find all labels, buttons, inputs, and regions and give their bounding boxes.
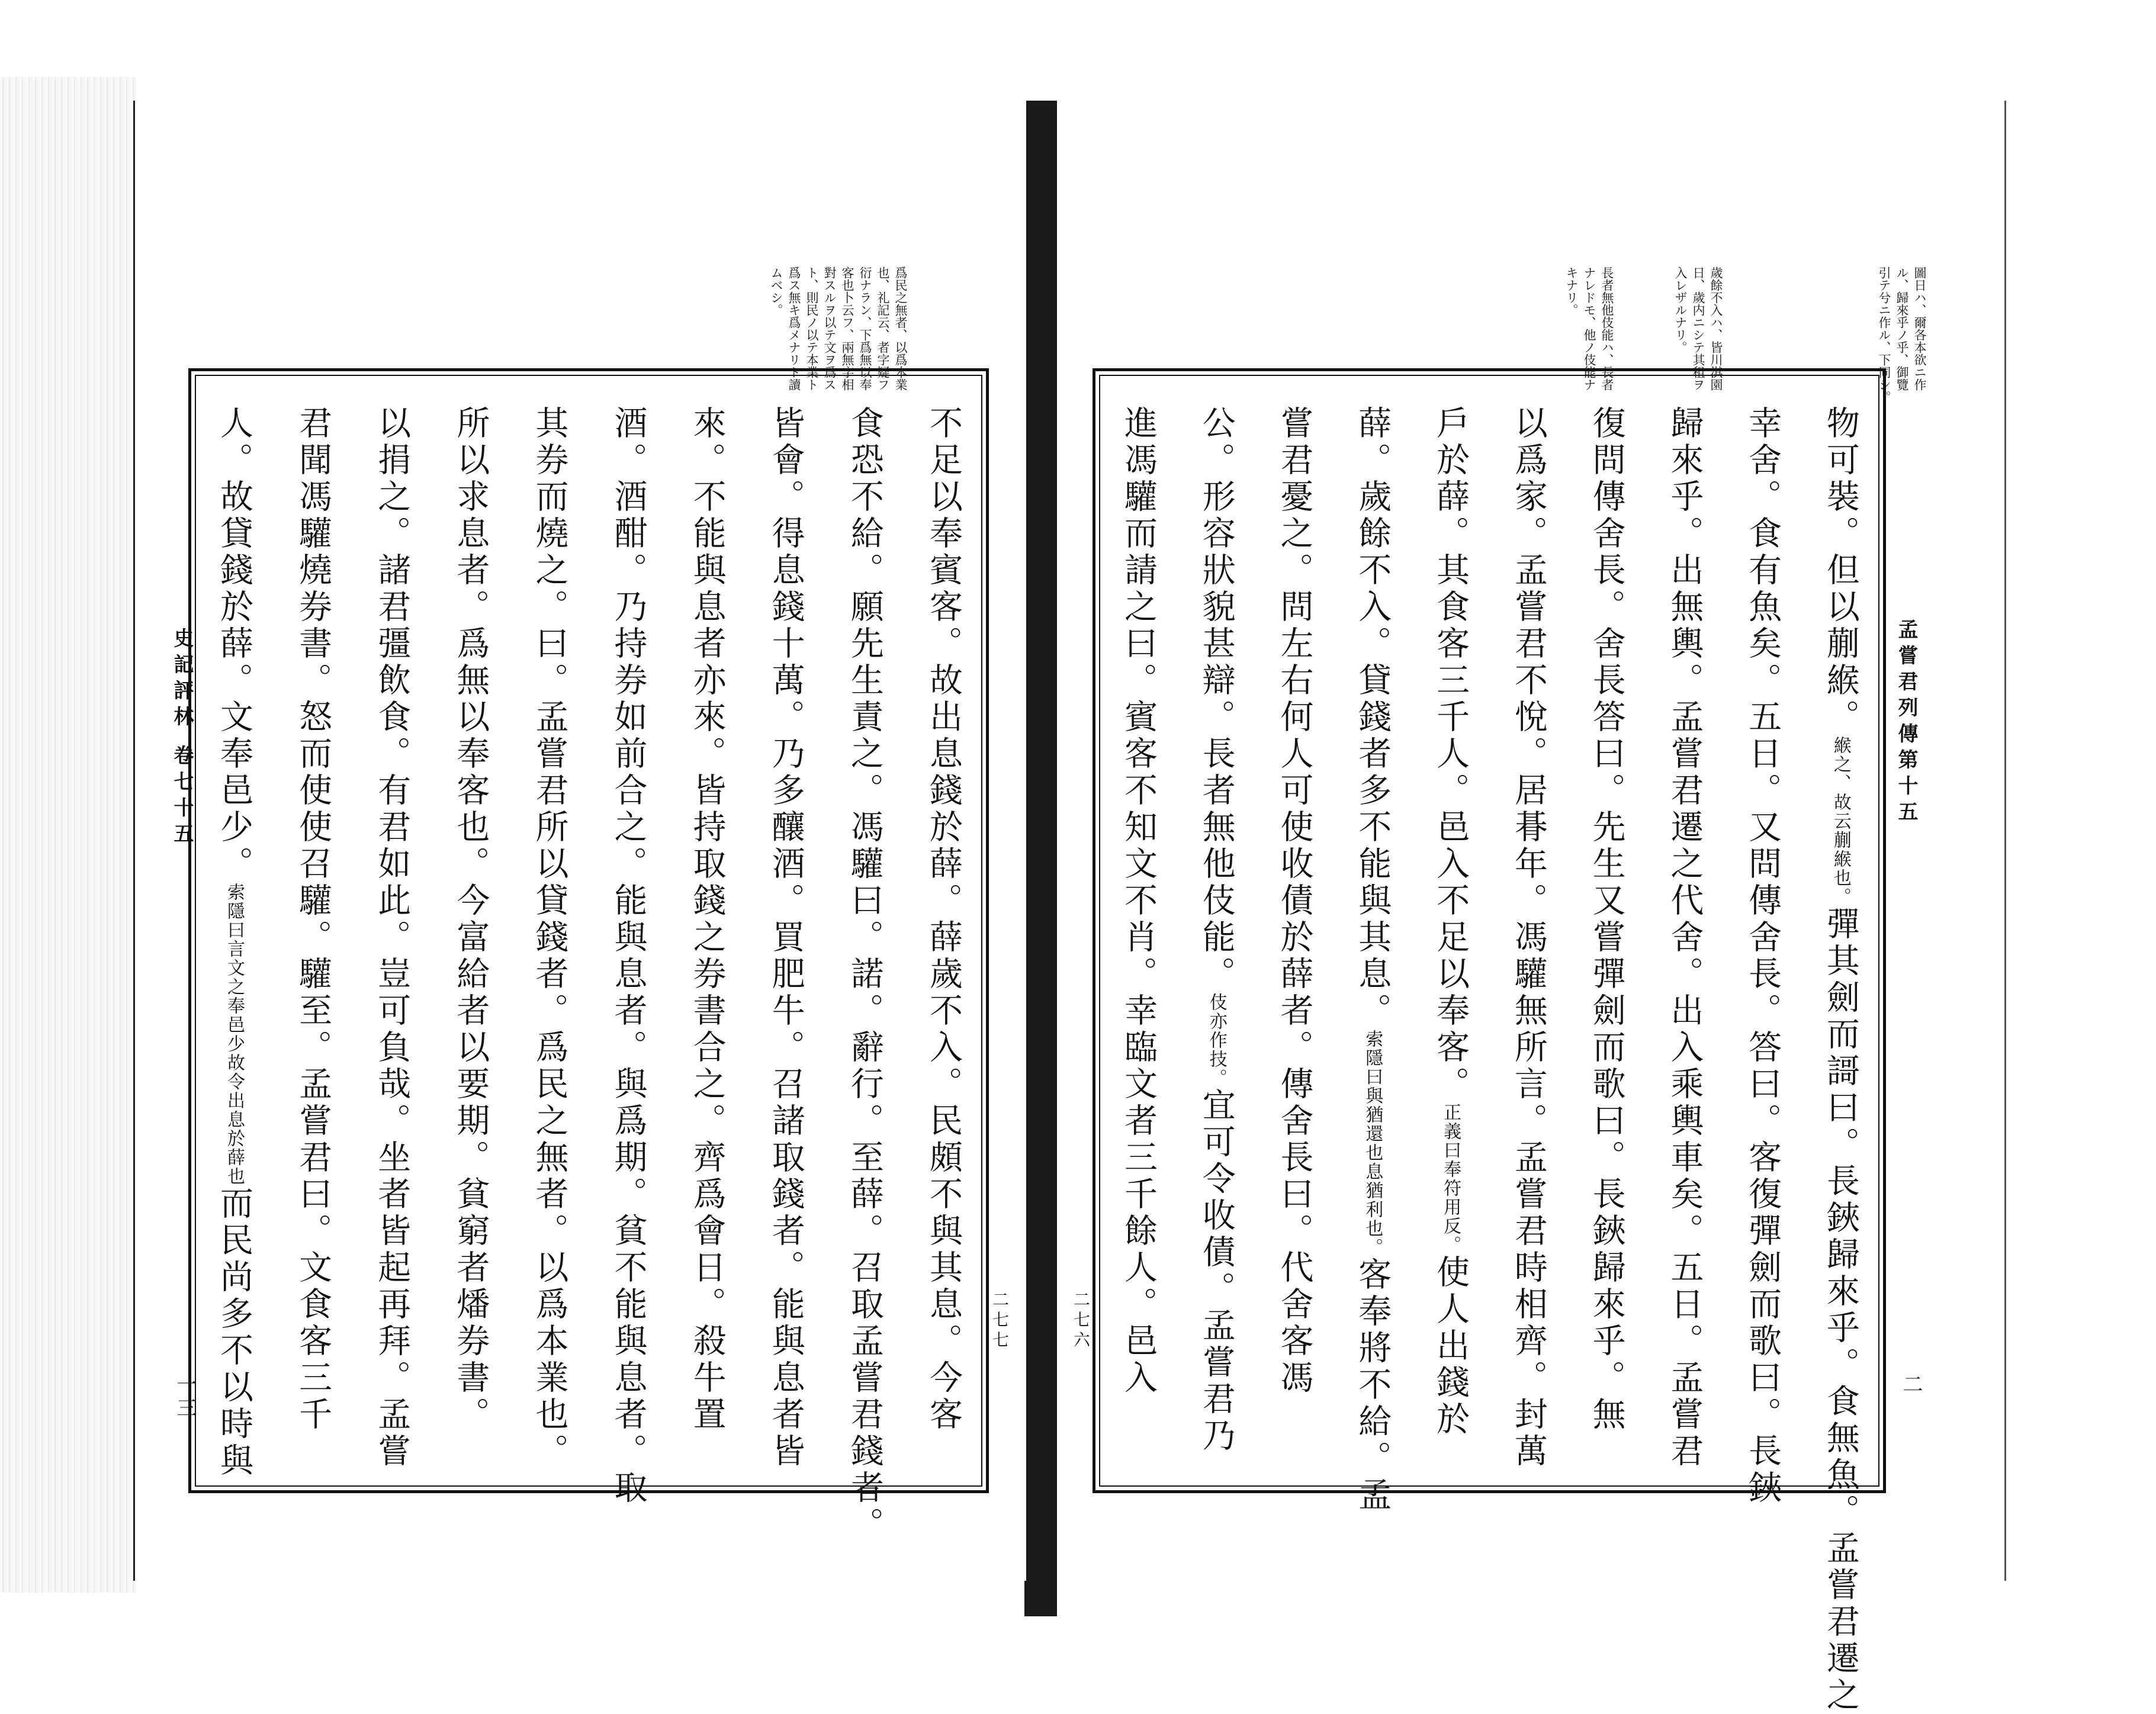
text-column — [1733, 406, 1792, 1507]
commentary-note: 伎亦作技。 — [1206, 993, 1227, 1088]
text-column — [1499, 406, 1558, 1470]
main-text: 進馮驩而請之曰。賓客不知文不肖。幸臨文者三千餘人。邑入 — [1119, 406, 1158, 1397]
text-column — [1577, 406, 1636, 1433]
folio-number: 二七六 — [1071, 1291, 1091, 1351]
text-column — [1421, 406, 1480, 1438]
text-column — [1342, 406, 1402, 1514]
main-text: 物可裝。但以蒯緱。 — [1821, 406, 1860, 736]
note-line: 客也卜云フ、兩無字相 — [840, 266, 854, 391]
text-column — [1265, 406, 1324, 1397]
text-column — [1108, 406, 1168, 1397]
note-line: 爲ス無キ爲メナリト讀 — [787, 266, 801, 391]
text-columns — [1108, 382, 1870, 1714]
text-column — [1187, 406, 1246, 1455]
page-number: 二 — [1899, 1374, 1923, 1397]
commentary-note: 索隱曰與猶還也息猶利也。 — [1362, 1030, 1383, 1257]
main-text: 戶於薛。其食客三千人。邑入不足以奉客。 — [1431, 406, 1470, 1103]
note-line: 長者無他伎能ハ、長者 — [1600, 266, 1614, 391]
main-text: 薛。歲餘不入。貸錢者多不能與其息。 — [1353, 406, 1392, 1030]
main-text: 復問傳舍長。舍長答曰。先生又嘗彈劍而歌曰。長鋏歸來乎。無 — [1587, 406, 1626, 1433]
commentary-note: 索隱曰言文之奉邑少故令出息於薛也 — [224, 883, 245, 1186]
note-line: 衍ナラン、下爲無以奉 — [858, 266, 872, 391]
main-text: 來。不能與息者亦來。皆持取錢之券書合之。齊爲會日。殺牛置 — [687, 406, 727, 1433]
main-text: 食恐不給。願先生責之。馮驩曰。諾。辭行。至薛。召取孟嘗君錢者。 — [845, 406, 884, 1543]
text-column — [283, 406, 342, 1433]
main-text: 嘗君憂之。問左右何人可使收債於薛者。傳舍長曰。代舍客馮 — [1275, 406, 1314, 1397]
main-text: 以捐之。諸君彊飲食。有君如此。豈可負哉。坐者皆起再拜。孟嘗 — [372, 406, 412, 1470]
text-column — [599, 406, 658, 1507]
note-line: 引テ兮ニ作ル、下同シ。 — [1877, 266, 1891, 403]
text-column — [441, 406, 500, 1433]
note-line: ムベシ。 — [769, 266, 783, 316]
text-column — [204, 406, 264, 1480]
main-text: 幸舍。食有魚矣。五日。又問傳舍長。答曰。客復彈劍而歌曰。長鋏 — [1743, 406, 1782, 1507]
note-line: 爲民之無者、以爲本業 — [894, 266, 908, 391]
text-column — [756, 406, 815, 1470]
text-column — [914, 406, 973, 1433]
commentary-note: 緱之、故云蒯緱也。 — [1830, 736, 1851, 906]
text-column — [1654, 406, 1714, 1470]
folio-number: 二七七 — [990, 1291, 1010, 1351]
note-line: 歲餘不入ハ、皆川淇園 — [1709, 266, 1723, 391]
page-number: 一三 — [173, 1374, 197, 1421]
main-text: 以爲家。孟嘗君不悅。居朞年。馮驩無所言。孟嘗君時相齊。封萬 — [1509, 406, 1548, 1470]
text-columns — [204, 382, 973, 1543]
note-line: 圖日ハ、爾各本欲ニ作 — [1913, 266, 1927, 391]
text-column — [519, 406, 579, 1470]
note-line: キナリ。 — [1564, 266, 1579, 316]
main-text: 不足以奉賓客。故出息錢於薛。薛歲不入。民頗不與其息。今客 — [924, 406, 963, 1433]
main-text: 公。形容狀貌甚辯。長者無他伎能。 — [1197, 406, 1236, 993]
main-text: 所以求息者。爲無以奉客也。今富給者以要期。貧窮者燔券書。 — [451, 406, 490, 1433]
text-column — [835, 406, 894, 1543]
running-head: 史記評林 卷七十五 — [170, 628, 194, 849]
note-line: ナレドモ、他ノ伎能ナ — [1582, 266, 1596, 391]
note-line: 也、礼記云、者字疑フ — [876, 266, 890, 391]
main-text: 酒。酒酣。乃持券如前合之。能與息者。與爲期。貧不能與息者。取 — [609, 406, 648, 1507]
main-text: 使人出錢於 — [1431, 1255, 1470, 1438]
note-line: 入レザルナリ。 — [1673, 266, 1688, 353]
commentary-note: 正義曰奉符用反。 — [1440, 1103, 1461, 1255]
text-column — [677, 406, 737, 1433]
main-text: 彈其劍而謌曰。長鋏歸來乎。食無魚。孟嘗君遷之 — [1821, 906, 1860, 1714]
text-column — [362, 406, 421, 1470]
main-text: 歸來乎。出無輿。孟嘗君遷之代舍。出入乘輿車矣。五日。孟嘗君 — [1665, 406, 1704, 1470]
note-line: 日、歲内ニシテ其租ヲ — [1691, 266, 1705, 391]
main-text-frame-left — [188, 368, 989, 1543]
main-text: 宜可令收債。孟嘗君乃 — [1197, 1088, 1236, 1455]
note-line: ト、則民ノ以テ本業ト — [805, 266, 819, 391]
main-text: 人。故貸錢於薛。文奉邑少。 — [215, 406, 253, 883]
main-text: 皆會。得息錢十萬。乃多釀酒。買肥牛。召諸取錢者。能與息者皆 — [766, 406, 805, 1470]
main-text: 客奉將不給。孟 — [1353, 1257, 1392, 1514]
running-head: 孟嘗君列傳第十五 — [1894, 619, 1918, 827]
note-line: ル、歸來乎ノ乎、御覽 — [1895, 266, 1909, 391]
main-text: 君聞馮驩燒券書。怒而使使召驩。驩至。孟嘗君曰。文食客三千 — [294, 406, 333, 1433]
main-text: 而民尚多不以時與 — [215, 1186, 253, 1480]
note-line: 對スルヲ以テ文ヲ爲ス — [822, 266, 837, 391]
text-column — [1811, 406, 1870, 1714]
scan-edge — [0, 77, 136, 1593]
main-text: 其券而燒之。曰。孟嘗君所以貸錢者。爲民之無者。以爲本業也。 — [530, 406, 569, 1470]
main-text-frame-right — [1093, 368, 1886, 1714]
